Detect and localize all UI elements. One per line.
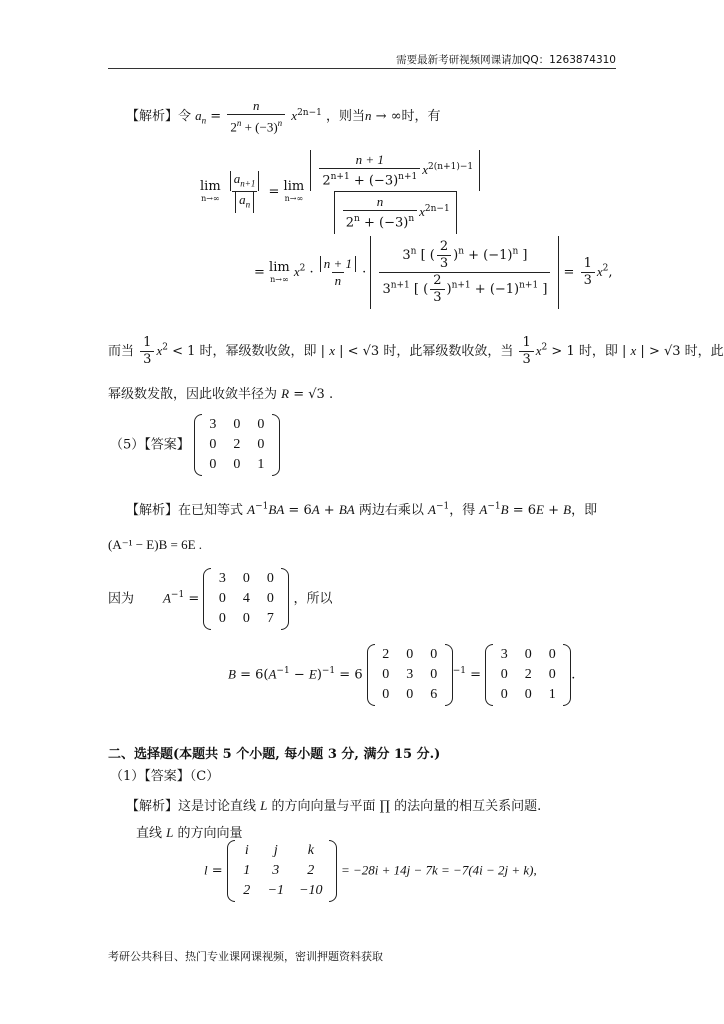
p-c: 时，此幂级数收敛，当: [383, 344, 514, 359]
jiexi-tail: ，则当: [326, 109, 366, 125]
a-inverse-matrix: 3 0 0 0 4 0 0 0 7: [203, 568, 289, 630]
determinant-matrix: i j k 1 3 2 2 −1 −10: [227, 840, 337, 902]
section-2-jiexi: 【解析】这是讨论直线 L 的方向向量与平面 ∏ 的法向量的相互关系问题.: [126, 798, 542, 814]
jiexi5-label: 【解析】在已知等式: [126, 503, 244, 518]
b-matrix-1: 2 0 0 0 3 0 0 0 6: [367, 644, 453, 706]
lim-operator: lim n→∞: [200, 179, 221, 204]
a-n-fraction: $\frac{n}{2^n + (-3)^n}$: [227, 98, 285, 135]
because-line: 因为 $A^{-1}$ = 3 0 0 0 4 0 0 0 7 ，所以: [108, 568, 333, 630]
dirvec-a: 直线: [136, 826, 163, 841]
jiexi-line-1: 【解析】令 $a_n$ = $\frac{n}{2^n + (-3)^n}$ $x^{2n-1}$ ，则当n → ∞时，有: [126, 98, 441, 135]
det-result: = −28i + 14j − 7k = −7(4i − 2j + k),: [340, 862, 537, 878]
big-abs-fraction: 3$^n$ [ ( $\frac{2}{3}$ )$^n + (-1)^n$ ] $3^{n+1}$ [ ( $\frac{2}{3}$ )$^{n+1} + (-1)^{n+1}$ ]: [370, 236, 559, 309]
jiexi5-mid: 两边右乘以: [358, 503, 424, 518]
answer5-label: （5）【答案】: [110, 437, 190, 453]
answer-5: [110, 414, 280, 476]
a-n-symbol: $a_n$: [195, 108, 207, 126]
because-tail: ，所以: [293, 591, 333, 607]
jiexi5-mid2: ，得: [449, 503, 476, 518]
because-label: 因为: [108, 591, 135, 607]
ratio-fraction: $\frac{a_{n+1}}{a_n}$: [227, 171, 263, 213]
p-e: 时，此: [684, 344, 724, 359]
section-2-title: 二、选择题(本题共 5 个小题, 每小题 3 分, 满分 15 分.): [108, 747, 441, 762]
page-header: 需要最新考研视频网课请加QQ：1263874310: [396, 54, 616, 66]
s2-jiexi-c: 的法向量的相互关系问题.: [394, 799, 542, 814]
dirvec-b: 的方向向量: [177, 826, 243, 841]
limit-ratio-line: lim n→∞ $\frac{a_{n+1}}{a_n}$ = lim n→∞ $\frac{n + 1}{2^{n+1} + (-3)^{n+1}}$ $x^{2(n+1)-1}$ $\frac{n}{2^n + (-3)^n}$ $x^{2n-1}$: [200, 150, 482, 234]
p-a: 而当: [108, 344, 135, 359]
p-line2: 幂级数发散，因此收敛半径为: [108, 387, 278, 402]
header-rule: [108, 68, 616, 69]
section-2-answer-1: （1）【答案】（C）: [110, 769, 220, 784]
p-b: 时，幂级数收敛，即: [199, 344, 317, 359]
convergence-line-1: 而当 $\frac{1}{3}$ $x^2 < 1$ 时，幂级数收敛，即 | x | < √3 时，此幂级数收敛，当 $\frac{1}{3}$ $x^2 > 1$ 时，即 | x | > √3 时，此: [108, 335, 724, 367]
jiexi-5: 【解析】在已知等式 $A^{-1}BA = 6A$ + BA 两边右乘以 $A^{-1}$，得 $A^{-1}B = 6E + B$，即: [126, 501, 598, 518]
s2-jiexi-a: 【解析】这是讨论直线: [126, 799, 257, 814]
p-d: 时，即: [578, 344, 618, 359]
result-b: $B = 6(A^{-1} - E)^{-1} = 6$ 2 0 0 0 3 0 0 0 6 $^{-1}$ = 3 0 0 0 2 0 0 0 1 .: [228, 644, 575, 706]
jiexi-5-eq2: (A⁻¹ − E)B = 6E .: [108, 537, 203, 552]
n-plus-1-over-n: $\frac{n + 1}{n}$: [320, 256, 356, 289]
determinant-line: l = i j k 1 3 2 2 −1 −10 = −28i + 14j − 7k = −7(4i − 2j + k),: [204, 840, 537, 902]
limit-second-line: = lim n→∞ $x^2$ · $\frac{n + 1}{n}$ · 3$^n$ [ ( $\frac{2}{3}$ )$^n + (-1)^n$ ] $3^{n+1}$ [ ( $\frac{2}{3}$ )$^{n+1} + (-1)^{n+1}$ ] = $\frac{1}{3}$ $x^2$,: [254, 236, 613, 309]
convergence-line-2: 幂级数发散，因此收敛半径为 R = √3 .: [108, 386, 334, 402]
jiexi-label: 【解析】令: [126, 109, 192, 125]
ratio-expanded-fraction: $\frac{n + 1}{2^{n+1} + (-3)^{n+1}}$ $x^{2(n+1)-1}$ $\frac{n}{2^n + (-3)^n}$ $x^{2n-1}$: [310, 150, 480, 234]
lim-operator-2: lim n→∞: [283, 179, 305, 204]
answer5-matrix: 3 0 0 0 2 0 0 0 1: [194, 414, 280, 476]
jiexi5-tail: ，即: [571, 503, 598, 518]
direction-vector-label: 直线 L 的方向向量: [136, 825, 243, 841]
page-footer: 考研公共科目、热门专业课网课视频，密训押题资料获取: [108, 950, 383, 963]
b-matrix-2: 3 0 0 0 2 0 0 0 1: [485, 644, 571, 706]
lim-operator-3: lim n→∞: [269, 260, 290, 284]
s2-jiexi-b: 的方向向量与平面: [271, 799, 376, 814]
jiexi-tail2: 时，有: [401, 109, 441, 125]
